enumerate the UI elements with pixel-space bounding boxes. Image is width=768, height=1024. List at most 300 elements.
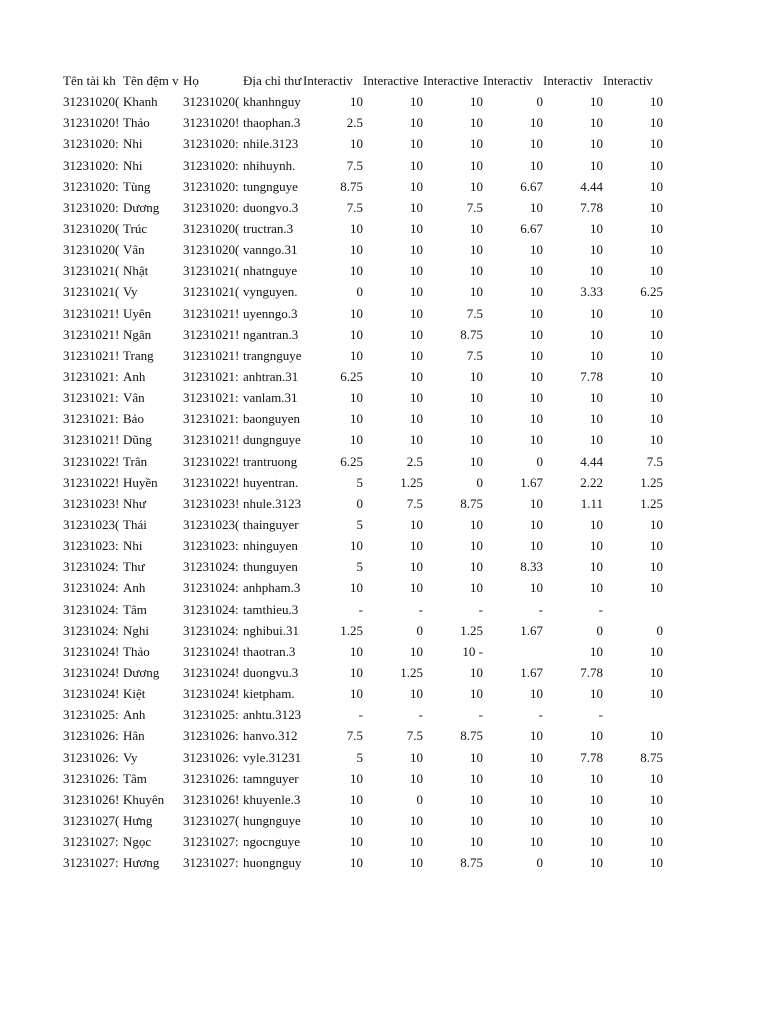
table-cell[interactable]: tamthieu.3 [243, 601, 299, 617]
table-cell[interactable]: 10 - [462, 643, 483, 659]
table-cell[interactable] [603, 707, 663, 728]
table-cell[interactable]: 10 [470, 812, 483, 828]
table-cell[interactable]: 10 [530, 749, 543, 765]
table-cell[interactable]: 31231023! [183, 495, 240, 511]
table-cell[interactable]: 10 [350, 432, 363, 448]
table-cell[interactable]: 10 [590, 115, 603, 131]
table-cell[interactable]: 31231023( [63, 516, 120, 532]
table-cell[interactable]: 31231027( [183, 812, 240, 828]
table-cell[interactable]: Anh [123, 707, 146, 723]
table-cell[interactable]: 4.44 [580, 453, 603, 469]
table-cell[interactable]: 10 [470, 178, 483, 194]
table-cell[interactable]: 10 [590, 326, 603, 342]
table-cell[interactable]: 0 [476, 474, 483, 490]
table-cell[interactable]: 6.25 [640, 284, 663, 300]
table-cell[interactable]: 10 [590, 516, 603, 532]
table-cell[interactable]: 10 [650, 559, 663, 575]
table-cell[interactable]: 8.75 [460, 728, 483, 744]
table-cell[interactable]: 31231020( [63, 220, 120, 236]
table-cell[interactable]: uyenngo.3 [243, 305, 298, 321]
table-cell[interactable]: 10 [470, 516, 483, 532]
table-cell[interactable]: Thảo [123, 643, 150, 659]
table-cell[interactable]: Trân [123, 453, 148, 469]
table-cell[interactable]: 10 [530, 580, 543, 596]
table-cell[interactable]: vynguyen. [243, 284, 298, 300]
table-cell[interactable]: 10 [590, 390, 603, 406]
table-cell[interactable]: 10 [590, 347, 603, 363]
table-cell[interactable]: 31231021( [63, 284, 120, 300]
table-cell[interactable]: Vy [123, 284, 138, 300]
table-cell[interactable]: 31231026! [183, 791, 240, 807]
table-cell[interactable]: 10 [590, 432, 603, 448]
table-cell[interactable]: 0 [596, 622, 603, 638]
table-cell[interactable]: 10 [590, 411, 603, 427]
table-cell[interactable]: 31231024: [63, 559, 119, 575]
table-cell[interactable]: khanhnguy [243, 94, 301, 110]
table-cell[interactable]: 31231025: [63, 707, 119, 723]
table-cell[interactable]: 31231021! [63, 305, 120, 321]
header-cell[interactable]: Interactiv [543, 73, 593, 88]
table-cell[interactable]: Dương [123, 199, 160, 215]
table-cell[interactable]: 7.78 [580, 199, 603, 215]
table-cell[interactable]: Tùng [123, 178, 151, 194]
table-cell[interactable]: 1.25 [400, 474, 423, 490]
table-cell[interactable]: 6.25 [340, 368, 363, 384]
header-cell[interactable]: Interactiv [483, 73, 533, 88]
table-cell[interactable]: 31231027( [63, 812, 120, 828]
table-cell[interactable]: 0 [416, 791, 423, 807]
table-cell[interactable]: Trúc [123, 220, 148, 236]
table-cell[interactable]: 31231023: [63, 538, 119, 554]
table-cell[interactable]: 31231023: [183, 538, 239, 554]
table-cell[interactable]: 31231026: [183, 728, 239, 744]
table-cell[interactable]: 10 [470, 432, 483, 448]
table-cell[interactable]: 10 [650, 580, 663, 596]
table-cell[interactable]: 31231026: [63, 728, 119, 744]
table-cell[interactable]: 31231020: [183, 136, 239, 152]
table-cell[interactable]: 10 [530, 242, 543, 258]
table-cell[interactable]: 10 [650, 538, 663, 554]
table-cell[interactable]: - [538, 601, 543, 617]
table-cell[interactable]: 31231021: [63, 368, 119, 384]
table-cell[interactable]: - [358, 601, 363, 617]
table-cell[interactable]: 10 [470, 411, 483, 427]
table-cell[interactable]: Uyên [123, 305, 152, 321]
table-cell[interactable]: Vân [123, 390, 145, 406]
table-cell[interactable]: 7.5 [346, 157, 363, 173]
table-cell[interactable]: 31231020: [63, 157, 119, 173]
table-cell[interactable]: thaophan.3 [243, 115, 301, 131]
table-cell[interactable]: 31231024: [183, 559, 239, 575]
table-cell[interactable]: 31231021! [183, 305, 240, 321]
table-cell[interactable]: Tâm [123, 770, 147, 786]
table-cell[interactable]: 10 [410, 411, 423, 427]
table-cell[interactable]: Anh [123, 580, 146, 596]
table-cell[interactable]: 7.78 [580, 664, 603, 680]
table-cell[interactable]: 10 [650, 812, 663, 828]
table-cell[interactable]: kietpham. [243, 686, 295, 702]
table-cell[interactable]: tamnguyer [243, 770, 299, 786]
table-cell[interactable]: 31231024! [183, 664, 240, 680]
table-cell[interactable]: 31231021: [183, 368, 239, 384]
table-cell[interactable]: 10 [350, 242, 363, 258]
table-cell[interactable]: 8.33 [520, 559, 543, 575]
table-cell[interactable]: 31231020( [183, 94, 240, 110]
table-cell[interactable]: 31231021! [183, 347, 240, 363]
table-cell[interactable]: 5 [356, 474, 363, 490]
table-cell[interactable]: 10 [590, 791, 603, 807]
table-cell[interactable]: 10 [470, 580, 483, 596]
table-cell[interactable]: nghibui.31 [243, 622, 299, 638]
table-cell[interactable]: 0 [656, 622, 663, 638]
table-cell[interactable]: ngocnguye [243, 834, 301, 850]
table-cell[interactable]: Anh [123, 368, 146, 384]
table-cell[interactable]: Tâm [123, 601, 147, 617]
table-cell[interactable]: 10 [530, 199, 543, 215]
table-cell[interactable]: 0 [356, 495, 363, 511]
table-cell[interactable]: 10 [410, 855, 423, 871]
table-cell[interactable]: 2.22 [580, 474, 603, 490]
table-cell[interactable]: 10 [350, 263, 363, 279]
table-cell[interactable]: 10 [410, 390, 423, 406]
table-cell[interactable]: 7.78 [580, 749, 603, 765]
table-cell[interactable]: 31231020( [183, 242, 240, 258]
table-cell[interactable]: 10 [650, 199, 663, 215]
table-cell[interactable]: 10 [350, 305, 363, 321]
table-cell[interactable]: 10 [410, 157, 423, 173]
table-cell[interactable]: Khanh [123, 94, 158, 110]
table-cell[interactable]: 10 [470, 136, 483, 152]
table-cell[interactable]: 10 [650, 516, 663, 532]
table-cell[interactable]: 10 [410, 326, 423, 342]
table-cell[interactable]: - [418, 601, 423, 617]
table-cell[interactable]: 10 [650, 855, 663, 871]
table-cell[interactable]: Trang [123, 347, 154, 363]
table-cell[interactable]: 1.67 [520, 622, 543, 638]
table-cell[interactable]: 2.5 [406, 453, 423, 469]
table-cell[interactable]: 10 [350, 664, 363, 680]
table-cell[interactable]: duongvo.3 [243, 199, 299, 215]
table-cell[interactable]: 31231021: [183, 390, 239, 406]
table-cell[interactable]: 31231022! [183, 453, 240, 469]
table-cell[interactable]: Khuyên [123, 791, 165, 807]
table-cell[interactable]: 10 [650, 411, 663, 427]
table-cell[interactable]: 31231024: [63, 601, 119, 617]
table-cell[interactable]: 10 [650, 664, 663, 680]
table-cell[interactable]: 10 [650, 115, 663, 131]
table-cell[interactable]: 10 [590, 834, 603, 850]
table-cell[interactable]: 10 [470, 770, 483, 786]
table-cell[interactable]: 10 [650, 305, 663, 321]
table-cell[interactable]: 1.67 [520, 474, 543, 490]
table-cell[interactable]: 31231020( [63, 242, 120, 258]
header-cell[interactable]: Interactive [363, 73, 419, 88]
table-cell[interactable]: 10 [590, 157, 603, 173]
table-cell[interactable]: 10 [350, 94, 363, 110]
table-cell[interactable]: Nhi [123, 136, 143, 152]
table-cell[interactable]: 1.25 [640, 474, 663, 490]
table-cell[interactable]: 31231021! [183, 326, 240, 342]
table-cell[interactable]: 7.5 [406, 495, 423, 511]
table-cell[interactable]: baonguyen [243, 411, 301, 427]
table-cell[interactable]: 10 [410, 749, 423, 765]
table-cell[interactable]: - [598, 707, 603, 723]
table-cell[interactable]: hungnguye [243, 812, 301, 828]
table-cell[interactable]: 31231021! [183, 432, 240, 448]
table-cell[interactable]: 31231021( [183, 263, 240, 279]
table-cell[interactable]: Thư [123, 559, 145, 575]
table-cell[interactable]: nhatnguye [243, 263, 298, 279]
table-cell[interactable]: 0 [536, 855, 543, 871]
table-cell[interactable]: 10 [350, 580, 363, 596]
table-cell[interactable]: 10 [590, 220, 603, 236]
table-cell[interactable]: 10 [410, 770, 423, 786]
table-cell[interactable]: 10 [410, 94, 423, 110]
table-cell[interactable]: - [418, 707, 423, 723]
table-cell[interactable]: 31231021! [63, 347, 120, 363]
table-cell[interactable]: 31231024: [63, 580, 119, 596]
table-cell[interactable]: 10 [410, 242, 423, 258]
table-cell[interactable]: 10 [470, 242, 483, 258]
table-cell[interactable]: tungnguye [243, 178, 298, 194]
table-cell[interactable]: 6.67 [520, 220, 543, 236]
table-cell[interactable]: 10 [470, 749, 483, 765]
table-cell[interactable]: 10 [350, 136, 363, 152]
table-cell[interactable]: Dũng [123, 432, 152, 448]
table-cell[interactable]: 31231024: [183, 622, 239, 638]
table-cell[interactable]: 10 [650, 220, 663, 236]
table-cell[interactable]: nhule.3123 [243, 495, 302, 511]
table-cell[interactable]: vanlam.31 [243, 390, 298, 406]
table-cell[interactable]: 10 [410, 136, 423, 152]
table-cell[interactable]: 10 [530, 812, 543, 828]
table-cell[interactable]: 10 [470, 220, 483, 236]
table-cell[interactable]: 10 [590, 686, 603, 702]
table-cell[interactable]: 10 [470, 686, 483, 702]
table-cell[interactable]: Bảo [123, 411, 144, 427]
table-cell[interactable]: 10 [350, 855, 363, 871]
table-cell[interactable]: Ngân [123, 326, 152, 342]
table-cell[interactable]: 10 [650, 263, 663, 279]
table-cell[interactable]: 10 [470, 834, 483, 850]
table-cell[interactable]: 0 [536, 453, 543, 469]
table-cell[interactable]: 7.5 [646, 453, 663, 469]
table-cell[interactable]: 10 [650, 326, 663, 342]
table-cell[interactable]: Hương [123, 855, 160, 871]
table-cell[interactable]: 10 [410, 263, 423, 279]
table-cell[interactable]: 10 [470, 94, 483, 110]
table-cell[interactable]: duongvu.3 [243, 664, 299, 680]
table-cell[interactable]: 8.75 [460, 326, 483, 342]
table-cell[interactable]: tructran.3 [243, 220, 294, 236]
table-cell[interactable]: 8.75 [340, 178, 363, 194]
table-cell[interactable]: 10 [470, 390, 483, 406]
table-cell[interactable]: 10 [530, 263, 543, 279]
table-cell[interactable]: 31231024! [63, 664, 120, 680]
table-cell[interactable]: 10 [530, 728, 543, 744]
header-cell[interactable]: Interactive [423, 73, 479, 88]
table-cell[interactable]: 31231020( [63, 94, 120, 110]
table-cell[interactable]: 31231021: [63, 411, 119, 427]
table-cell[interactable]: 7.78 [580, 368, 603, 384]
table-cell[interactable]: 10 [470, 538, 483, 554]
table-cell[interactable]: 6.67 [520, 178, 543, 194]
table-cell[interactable]: 10 [530, 770, 543, 786]
table-cell[interactable]: 10 [470, 559, 483, 575]
table-cell[interactable]: ngantran.3 [243, 326, 299, 342]
table-cell[interactable]: 10 [410, 516, 423, 532]
table-cell[interactable]: 10 [650, 686, 663, 702]
table-cell[interactable]: 8.75 [460, 855, 483, 871]
table-cell[interactable]: 31231024! [183, 686, 240, 702]
table-cell[interactable]: 31231024! [63, 643, 120, 659]
table-cell[interactable]: 31231027: [63, 855, 119, 871]
header-cell[interactable]: Interactiv [603, 73, 653, 88]
table-cell[interactable]: 10 [590, 305, 603, 321]
table-cell[interactable]: 10 [650, 94, 663, 110]
table-cell[interactable]: 10 [350, 686, 363, 702]
table-cell[interactable]: 10 [470, 453, 483, 469]
table-cell[interactable]: 10 [410, 432, 423, 448]
table-cell[interactable]: 31231020! [63, 115, 120, 131]
table-cell[interactable]: 10 [530, 834, 543, 850]
table-cell[interactable]: 10 [350, 538, 363, 554]
table-cell[interactable]: 10 [650, 157, 663, 173]
table-cell[interactable]: 10 [470, 368, 483, 384]
table-cell[interactable]: huongnguy [243, 855, 302, 871]
table-cell[interactable]: 7.5 [466, 347, 483, 363]
header-cell[interactable]: Tên tài kh [63, 73, 116, 88]
table-cell[interactable]: 10 [470, 157, 483, 173]
table-cell[interactable]: 31231020( [183, 220, 240, 236]
table-cell[interactable]: 10 [590, 770, 603, 786]
header-cell[interactable]: Địa chỉ thư [243, 73, 302, 88]
table-cell[interactable]: 31231024! [183, 643, 240, 659]
table-cell[interactable]: 10 [350, 834, 363, 850]
table-cell[interactable]: 10 [650, 770, 663, 786]
table-cell[interactable]: 10 [470, 263, 483, 279]
table-cell[interactable]: 10 [410, 580, 423, 596]
table-cell[interactable]: 31231024: [63, 622, 119, 638]
table-cell[interactable]: 10 [530, 791, 543, 807]
table-cell[interactable]: 31231024: [183, 580, 239, 596]
table-cell[interactable]: 10 [530, 432, 543, 448]
table-cell[interactable]: 0 [416, 622, 423, 638]
table-cell[interactable]: 10 [470, 115, 483, 131]
table-cell[interactable]: 31231020: [63, 199, 119, 215]
table-cell[interactable]: Ngọc [123, 834, 152, 850]
table-cell[interactable]: huyentran. [243, 474, 299, 490]
table-cell[interactable]: 10 [470, 664, 483, 680]
table-cell[interactable]: 31231026: [63, 770, 119, 786]
table-cell[interactable]: 10 [590, 855, 603, 871]
table-cell[interactable]: 31231021( [183, 284, 240, 300]
table-cell[interactable]: Như [123, 495, 146, 511]
table-cell[interactable]: 1.11 [580, 495, 603, 511]
table-cell[interactable]: Nhi [123, 538, 143, 554]
table-cell[interactable]: - [538, 707, 543, 723]
table-cell[interactable]: 10 [470, 791, 483, 807]
table-cell[interactable]: 10 [590, 559, 603, 575]
table-cell[interactable]: vyle.31231 [243, 749, 302, 765]
table-cell[interactable]: 7.5 [346, 728, 363, 744]
table-cell[interactable]: 31231023! [63, 495, 120, 511]
table-cell[interactable]: 31231021: [183, 411, 239, 427]
table-cell[interactable]: 10 [530, 284, 543, 300]
header-cell[interactable]: Họ [183, 73, 199, 88]
table-cell[interactable]: anhpham.3 [243, 580, 301, 596]
table-cell[interactable]: 10 [590, 538, 603, 554]
table-cell[interactable]: 0 [536, 94, 543, 110]
table-cell[interactable]: 31231020: [63, 136, 119, 152]
table-cell[interactable]: 31231021( [63, 263, 120, 279]
table-cell[interactable]: 31231027: [183, 834, 239, 850]
table-cell[interactable]: 3.33 [580, 284, 603, 300]
table-cell[interactable]: 2.5 [346, 115, 363, 131]
table-cell[interactable]: 10 [410, 559, 423, 575]
table-cell[interactable]: 10 [590, 812, 603, 828]
table-cell[interactable]: 31231020: [183, 178, 239, 194]
table-cell[interactable]: 10 [650, 834, 663, 850]
table-cell[interactable]: 10 [590, 728, 603, 744]
table-cell[interactable]: 10 [530, 115, 543, 131]
table-cell[interactable]: 10 [650, 368, 663, 384]
table-cell[interactable]: 1.25 [460, 622, 483, 638]
table-cell[interactable]: 1.25 [340, 622, 363, 638]
table-cell[interactable]: 10 [350, 326, 363, 342]
table-cell[interactable]: 10 [530, 495, 543, 511]
table-cell[interactable]: Dương [123, 664, 160, 680]
table-cell[interactable]: 10 [410, 834, 423, 850]
table-cell[interactable]: 10 [530, 390, 543, 406]
table-cell[interactable]: nhihuynh. [243, 157, 296, 173]
table-cell[interactable]: Nghi [123, 622, 149, 638]
table-cell[interactable]: 10 [590, 580, 603, 596]
table-cell[interactable]: 10 [350, 791, 363, 807]
table-cell[interactable]: 10 [530, 538, 543, 554]
table-cell[interactable]: Vân [123, 242, 145, 258]
table-cell[interactable]: 10 [530, 157, 543, 173]
table-cell[interactable]: 31231021! [63, 432, 120, 448]
table-cell[interactable]: 10 [530, 136, 543, 152]
table-cell[interactable]: 10 [410, 686, 423, 702]
table-cell[interactable]: - [478, 707, 483, 723]
table-cell[interactable]: 10 [530, 411, 543, 427]
table-cell[interactable] [603, 602, 663, 623]
table-cell[interactable]: Hân [123, 728, 145, 744]
table-cell[interactable]: 31231021: [63, 390, 119, 406]
table-cell[interactable]: 10 [350, 770, 363, 786]
table-cell[interactable]: 5 [356, 749, 363, 765]
table-cell[interactable]: hanvo.312 [243, 728, 298, 744]
table-cell[interactable]: 10 [590, 263, 603, 279]
table-cell[interactable]: 10 [530, 305, 543, 321]
table-cell[interactable]: 10 [410, 220, 423, 236]
table-cell[interactable]: anhtu.3123 [243, 707, 302, 723]
table-cell[interactable]: - [598, 601, 603, 617]
table-cell[interactable]: 10 [350, 411, 363, 427]
table-cell[interactable] [483, 644, 543, 665]
table-cell[interactable]: 7.5 [466, 199, 483, 215]
table-cell[interactable]: 10 [590, 242, 603, 258]
table-cell[interactable]: 31231026: [183, 749, 239, 765]
table-cell[interactable]: 10 [410, 643, 423, 659]
table-cell[interactable]: 10 [650, 136, 663, 152]
table-cell[interactable]: - [358, 707, 363, 723]
table-cell[interactable]: Vy [123, 749, 138, 765]
table-cell[interactable]: nhinguyen [243, 538, 298, 554]
table-cell[interactable]: 31231022! [63, 453, 120, 469]
